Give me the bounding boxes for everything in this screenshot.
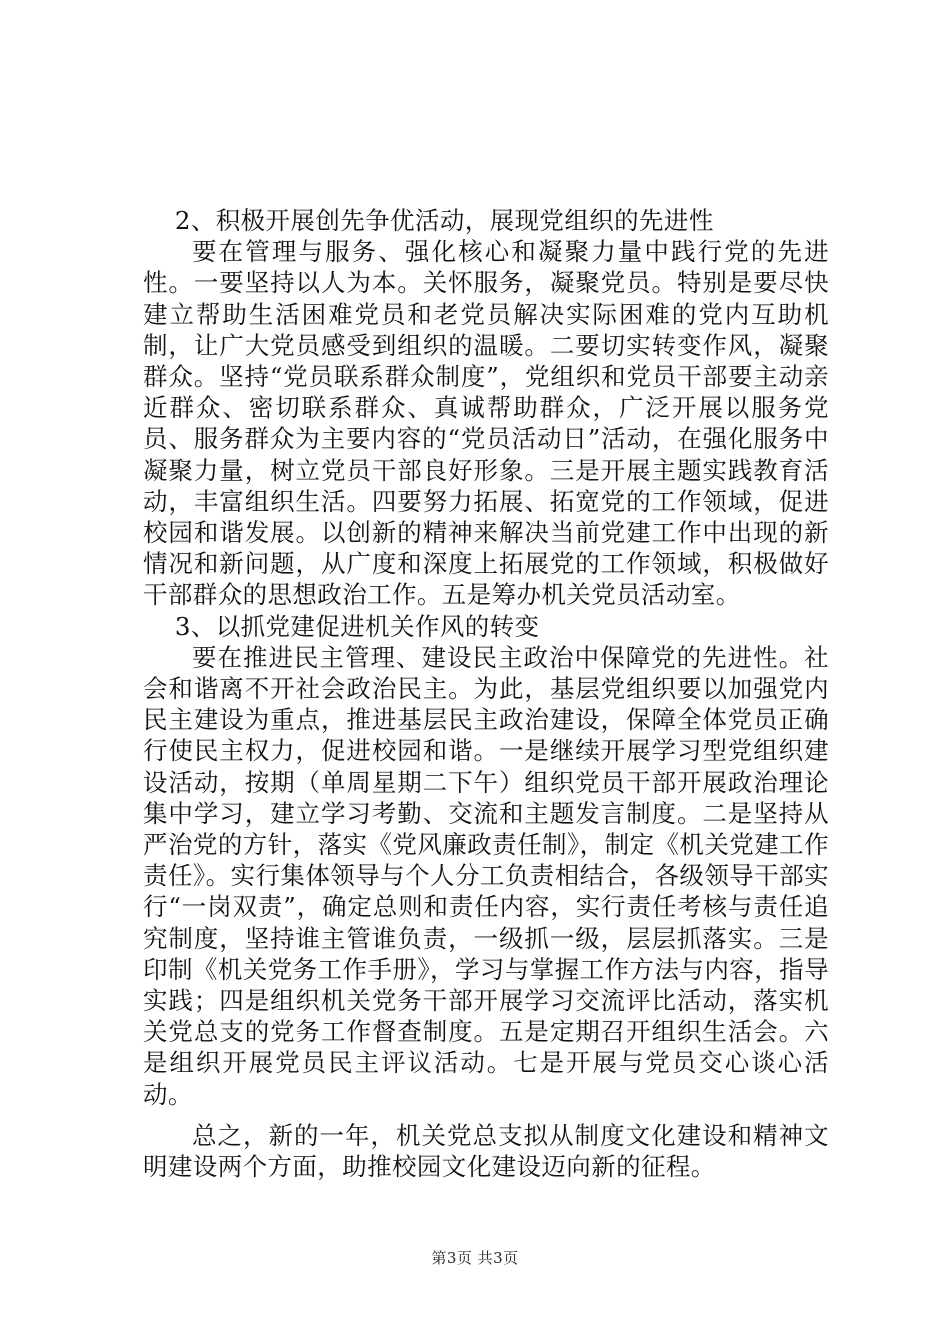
section-2-heading: 2、积极开展创先争优活动，展现党组织的先进性: [174, 206, 714, 235]
paragraph-spacer: [143, 1110, 829, 1120]
page-footer: 第3页 共3页: [431, 1249, 519, 1267]
section-2-paragraph: 要在管理与服务、强化核心和凝聚力量中践行党的先进性。一要坚持以人为本。关怀服务，凝聚党员。特别是要尽快建立帮助生活困难党员和老党员解决实际困难的党内互助机制，让广大党员感受到组织的温暖。二要切实转变作风，凝聚群众。坚持“党员联系群众制度”，党组织和党员干部要主动亲近群众、密切联系群众、真诚帮助群众，广泛开展以服务党员、服务群众为主要内容的“党员活动日”活动，在强化服务中凝聚力量，树立党员干部良好形象。三是开展主题实践教育活动，丰富组织生活。四要努力拓展、拓宽党的工作领域，促进校园和谐发展。以创新的精神来解决当前党建工作中出现的新情况和新问题，从广度和深度上拓展党的工作领域，积极做好干部群众的思想政治工作。五是筹办机关党员活动室。: [143, 237, 829, 610]
section-3-heading: 3、以抓党建促进机关作风的转变: [174, 611, 540, 641]
section-3-paragraph: 要在推进民主管理、建设民主政治中保障党的先进性。社会和谐离不开社会政治民主。为此，基层党组织要以加强党内民主建设为重点，推进基层民主政治建设，保障全体党员正确行使民主权力，促进校园和谐。一是继续开展学习型党组织建设活动，按期（单周星期二下午）组织党员干部开展政治理论集中学习，建立学习考勤、交流和主题发言制度。二是坚持从严治党的方针，落实《党风廉政责任制》，制定《机关党建工作责任》。实行集体领导与个人分工负责相结合，各级领导干部实行“一岗双责”，确定总则和责任内容，实行责任考核与责任追究制度，坚持谁主管谁负责，一级抓一级，层层抓落实。三是印制《机关党务工作手册》，学习与掌握工作方法与内容，指导实践；四是组织机关党务干部开展学习交流评比活动，落实机关党总支的党务工作督查制度。五是定期召开组织生活会。六是组织开展党员民主评议活动。七是开展与党员交心谈心活动。: [143, 642, 829, 1109]
document-body: [143, 205, 829, 1182]
conclusion-paragraph: 总之，新的一年，机关党总支拟从制度文化建设和精神文明建设两个方面，助推校园文化建设迈向新的征程。: [143, 1120, 829, 1182]
